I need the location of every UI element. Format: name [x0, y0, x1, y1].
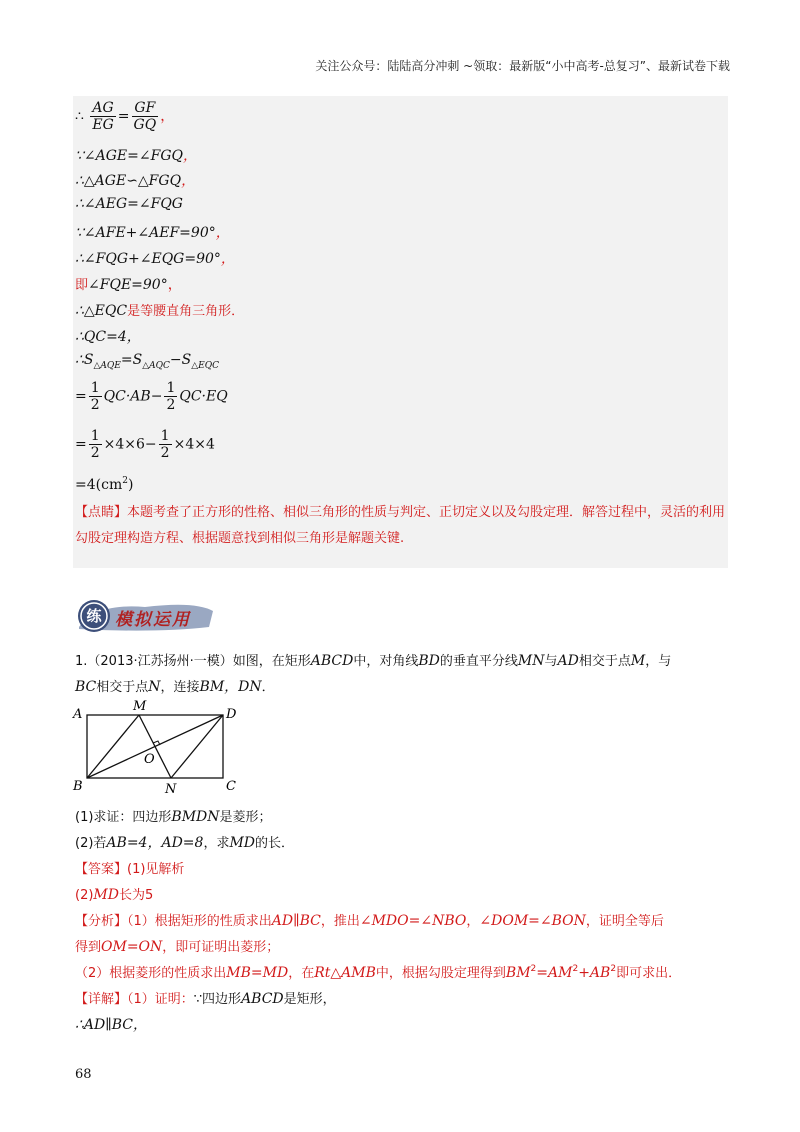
label-o: O [144, 752, 155, 767]
therefore-symbol: ∴ [75, 108, 84, 125]
part-2-question: (2)若AB=4，AD=8，求MD的长． [75, 835, 295, 851]
step-line: ∴∠AEG=∠FQG [75, 196, 183, 212]
area-formula: = $\frac{1}{2}$ QC·AB− $\frac{1}{2}$ QC·EQ [75, 380, 228, 413]
fraction-gf-gq: $\frac{GF}{GQ}$ [133, 100, 157, 133]
label-a: A [73, 707, 83, 722]
area-calculation: = $\frac{1}{2}$ ×4×6− $\frac{1}{2}$ ×4×4 [75, 428, 215, 461]
step-line: ∵∠AFE+∠AEF=90°， [75, 225, 230, 241]
step-line: 即∠FQE=90°， [75, 277, 182, 293]
question-line-1: 1.（2013·江苏扬州·一模）如图，在矩形ABCD中，对角线BD的垂直平分线MN与AD相交于点M，与 [75, 653, 672, 669]
key-point-note: 【点睛】本题考查了正方形的性格、相似三角形的性质与判定、正切定义以及勾股定理．解答过程中，灵活的利用勾股定理构造方程、根据题意找到相似三角形是解题关键. [75, 505, 726, 546]
detail-line: 【详解】（1）证明：∵四边形ABCD是矩形， [75, 991, 336, 1007]
answer-line-1: 【答案】(1)见解析 [75, 862, 185, 877]
label-d: D [226, 707, 237, 722]
step-line: ∴△EQC是等腰直角三角形． [75, 303, 245, 319]
analysis-line-3: （2）根据菱形的性质求出MB=MD，在Rt△AMB中，根据勾股定理得到$BM^2=AM^2+AB^2$即可求出． [75, 964, 682, 981]
step-line: ∴△AGE∽△FGQ， [75, 173, 196, 189]
page-number: 68 [75, 1067, 92, 1082]
detail-line-2: ∴AD∥BC， [75, 1017, 147, 1033]
step-line: ∵∠AGE=∠FGQ， [75, 148, 197, 164]
part-1-question: (1)求证：四边形BMDN是菱形； [75, 809, 272, 825]
ratio-line: ∴ $\frac{AG}{EG}$ = $\frac{GF}{GQ}$ ， [75, 100, 175, 133]
label-m: M [133, 699, 147, 714]
label-b: B [73, 779, 83, 794]
section-banner [75, 597, 215, 635]
answer-line-2: (2)MD长为5 [75, 887, 154, 903]
analysis-line-2: 得到OM=ON，即可证明出菱形； [75, 939, 280, 955]
section-badge: 练 [86, 607, 102, 625]
label-n: N [165, 782, 177, 797]
area-result: $=4(cm^2)$ [75, 476, 134, 493]
step-line: ∴QC=4， [75, 329, 141, 345]
analysis-line-1: 【分析】（1）根据矩形的性质求出AD∥BC，推出∠MDO=∠NBO，∠DOM=∠BON，证明全等后 [75, 913, 664, 929]
label-c: C [226, 779, 236, 794]
section-title: 模拟运用 [115, 610, 191, 630]
question-line-2: BC相交于点N，连接BM，DN． [75, 679, 275, 695]
page-header: 关注公众号：陆陆高分冲刺 ~领取：最新版“小中高考-总复习”、最新试卷下载 [315, 59, 730, 73]
fraction-ag-eg: $\frac{AG}{EG}$ [92, 100, 114, 133]
rectangle-figure [70, 698, 245, 798]
step-line: ∴∠FQG+∠EQG=90°， [75, 251, 235, 267]
solution-box [73, 96, 728, 568]
area-expression: $\therefore S_{\triangle AQE}=S_{\triangle AQC}-S_{\triangle EQC}$ [75, 352, 219, 371]
